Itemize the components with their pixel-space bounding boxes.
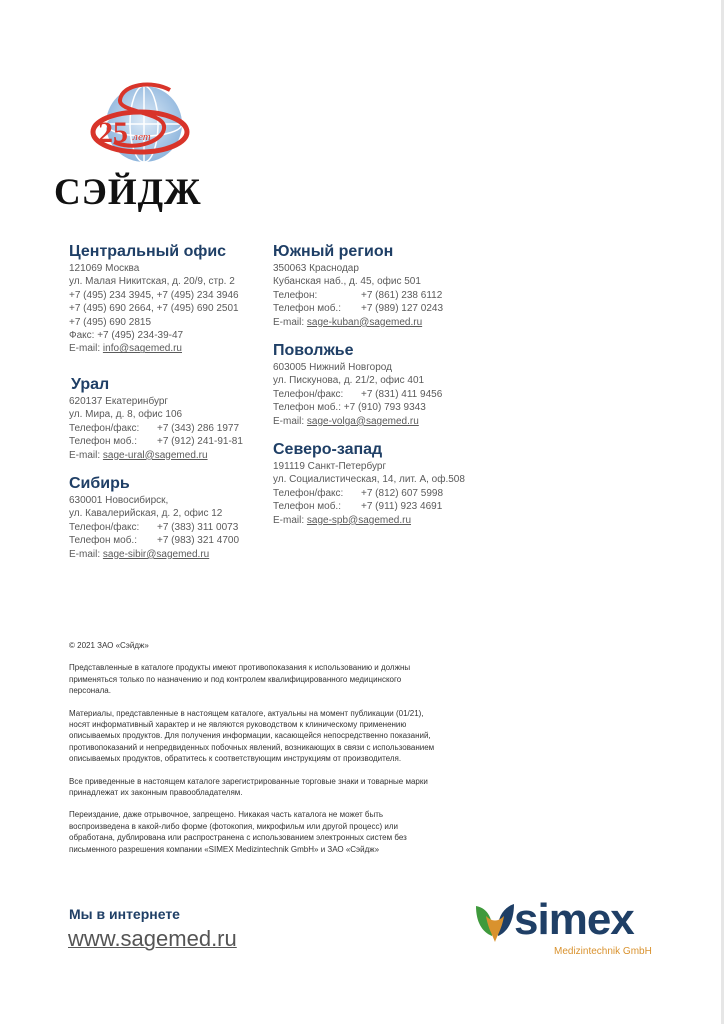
email-link[interactable]: info@sagemed.ru (102, 343, 182, 355)
phone-label: Телефон/факс: (69, 521, 140, 533)
office-line: 121069 Москва (69, 263, 140, 274)
simex-subtitle: Medizintechnik GmbH (554, 946, 652, 957)
simex-leaf-icon (474, 902, 518, 950)
copyright: © 2021 ЗАО «Сэйдж» (69, 641, 149, 650)
office-line: ул. Мира, д. 8, офис 106 (69, 409, 183, 421)
phone-number: +7 (831) 411 9456 (361, 388, 443, 400)
office-line: 191119 Санкт-Петербург (273, 461, 387, 472)
email-link[interactable]: sage-volga@sagemed.ru (306, 415, 419, 427)
office-line: Факс: +7 (495) 234-39-47 (69, 330, 184, 342)
legal-paragraph: Представленные в каталоге продукты имеют противопоказания к использованию и должны применяться только по назначению и под контролем квалифицированного медицинского персонала. (69, 663, 411, 696)
office-title: Северо-запад (273, 441, 383, 458)
office-central (69, 243, 239, 356)
anniversary-number: 25 (98, 116, 128, 149)
website-link[interactable]: www.sagemed.ru (68, 926, 237, 951)
legal-paragraph: Все приведенные в настоящем каталоге зарегистрированные торговые знаки и товарные марки принадлежат их законным правообладателям. (69, 776, 428, 798)
phone-number: +7 (383) 311 0073 (157, 521, 239, 533)
simex-wordmark: simex (514, 895, 634, 944)
phone-number: +7 (343) 286 1977 (157, 422, 240, 434)
office-title: Урал (71, 376, 110, 393)
web-title: Мы в интернете (69, 906, 180, 922)
office-line: +7 (495) 690 2664, +7 (495) 690 2501 (69, 303, 239, 315)
email-label: E-mail: (273, 316, 305, 328)
mobile-label: Телефон моб.: (69, 436, 137, 448)
email-label: E-mail: (69, 343, 101, 355)
mobile-line: Телефон моб.: +7 (910) 793 9343 (273, 402, 426, 414)
mobile-label: Телефон моб.: (273, 303, 341, 315)
office-line: 630001 Новосибирск, (69, 495, 169, 506)
email-link[interactable]: sage-spb@sagemed.ru (306, 514, 412, 526)
office-ural (69, 376, 243, 462)
legal-paragraph: Материалы, представленные в настоящем каталоге, актуальны на момент публикации (01/21), носят информативный характер и не являются руководством к клиническому применению описываемых продуктов. Для получения информации, касающейся непосредственно показаний, противопоказаний и непредвиденных побочных явлений, возникающих в связи с использованием описываемых продуктов, обратитесь к соответствующим инструкциям от производителя. (69, 708, 435, 764)
legal-notice (69, 640, 437, 866)
email-link[interactable]: sage-kuban@sagemed.ru (306, 316, 423, 328)
office-title: Центральный офис (69, 243, 227, 260)
office-siberia (69, 475, 239, 561)
mobile-number: +7 (983) 321 4700 (157, 535, 240, 547)
office-line: ул. Пискунова, д. 21/2, офис 401 (273, 375, 425, 387)
email-label: E-mail: (273, 514, 305, 526)
sage-25-years-logo (52, 82, 224, 212)
phone-label: Телефон: (273, 289, 318, 301)
office-line: ул. Кавалерийская, д. 2, офис 12 (69, 508, 223, 520)
office-south (273, 243, 443, 329)
office-line: ул. Малая Никитская, д. 20/9, стр. 2 (69, 276, 235, 288)
office-title: Южный регион (273, 243, 394, 260)
office-northwest (273, 441, 465, 527)
mobile-label: Телефон моб.: (69, 535, 137, 547)
office-line: 350063 Краснодар (273, 263, 359, 274)
office-title: Поволжье (273, 342, 354, 359)
office-line: 603005 Нижний Новгород (273, 362, 392, 373)
office-title: Сибирь (69, 475, 130, 492)
phone-number: +7 (861) 238 6112 (361, 289, 443, 301)
email-link[interactable]: sage-ural@sagemed.ru (102, 449, 208, 461)
office-line: +7 (495) 234 3945, +7 (495) 234 3946 (69, 289, 239, 301)
office-line: Кубанская наб., д. 45, офис 501 (273, 276, 421, 288)
simex-logo (474, 896, 659, 960)
office-line: ул. Социалистическая, 14, лит. А, оф.508 (273, 474, 465, 486)
phone-label: Телефон/факс: (273, 487, 344, 499)
office-volga (273, 342, 442, 428)
legal-paragraph: Переиздание, даже отрывочное, запрещено. Никакая часть каталога не может быть воспроизведена в какой-либо форме (фотокопия, микрофильм или другой процесс) или обработана, дублирована или распространена с использованием электронных систем без письменного разрешения компании «SIMEX Medizintechnik GmbH» и ЗАО «Сэйдж» (69, 810, 407, 854)
mobile-number: +7 (911) 923 4691 (361, 501, 443, 513)
phone-number: +7 (812) 607 5998 (361, 487, 444, 499)
office-line: 620137 Екатеринбург (69, 396, 169, 407)
company-name: СЭЙДЖ (54, 172, 202, 212)
phone-label: Телефон/факс: (273, 388, 344, 400)
phone-label: Телефон/факс: (69, 422, 140, 434)
email-link[interactable]: sage-sibir@sagemed.ru (102, 548, 210, 560)
office-line: +7 (495) 690 2815 (69, 316, 152, 328)
mobile-label: Телефон моб.: (273, 501, 341, 513)
email-label: E-mail: (69, 449, 101, 461)
mobile-number: +7 (989) 127 0243 (361, 303, 444, 315)
email-label: E-mail: (273, 415, 305, 427)
anniversary-word: лет (133, 131, 151, 143)
mobile-number: +7 (912) 241-91-81 (157, 436, 243, 448)
email-label: E-mail: (69, 548, 101, 560)
